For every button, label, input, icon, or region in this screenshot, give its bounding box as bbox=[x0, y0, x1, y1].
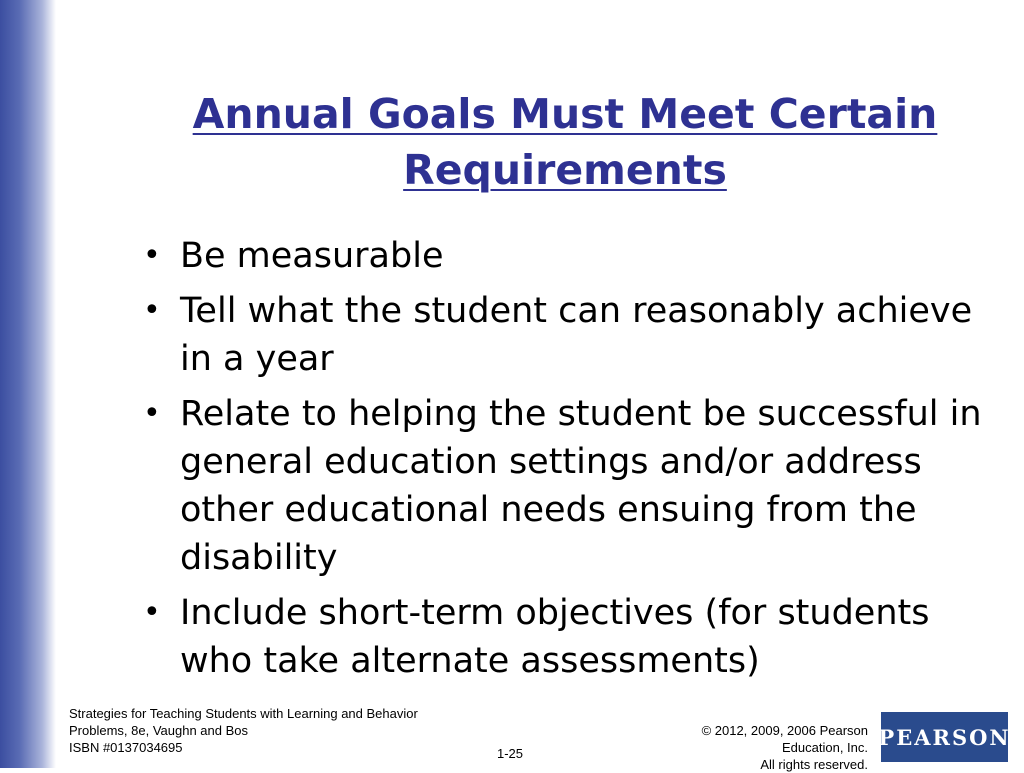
bullet-list bbox=[140, 232, 1000, 692]
bullet-item bbox=[140, 390, 1000, 582]
decorative-side-bar bbox=[0, 0, 56, 768]
bullet-item bbox=[140, 287, 1000, 383]
bullet-dot-icon: • bbox=[143, 238, 161, 273]
bullet-text: Tell what the student can reasonably achieve in a year bbox=[180, 291, 973, 379]
bullet-item bbox=[140, 232, 1000, 280]
bullet-text: Include short-term objectives (for students who take alternate assessments) bbox=[180, 593, 930, 681]
book-title-line-1: Strategies for Teaching Students with Learning and Behavior bbox=[69, 706, 418, 721]
bullet-text: Be measurable bbox=[180, 236, 444, 276]
copyright-line-2: Education, Inc. bbox=[782, 740, 868, 755]
bullet-dot-icon: • bbox=[143, 595, 161, 630]
bullet-dot-icon: • bbox=[143, 396, 161, 431]
copyright-line-3: All rights reserved. bbox=[760, 757, 868, 772]
copyright-notice bbox=[640, 722, 868, 773]
bullet-dot-icon: • bbox=[143, 293, 161, 328]
pearson-logo-text: PEARSON bbox=[878, 724, 1011, 750]
book-title-line-2: Problems, 8e, Vaughn and Bos bbox=[69, 723, 248, 738]
bullet-item bbox=[140, 589, 1000, 685]
page-number: 1-25 bbox=[497, 746, 524, 761]
isbn: ISBN #0137034695 bbox=[69, 740, 183, 755]
bullet-text: Relate to helping the student be successful in general education settings and/or address other educational needs ensuing from the disability bbox=[180, 394, 982, 578]
slide-title-line-2: Requirements bbox=[403, 146, 727, 194]
slide-title bbox=[150, 86, 980, 198]
pearson-logo bbox=[878, 712, 1011, 762]
copyright-line-1: © 2012, 2009, 2006 Pearson bbox=[701, 723, 868, 738]
book-citation bbox=[69, 705, 489, 756]
slide-title-line-1: Annual Goals Must Meet Certain bbox=[192, 90, 938, 138]
